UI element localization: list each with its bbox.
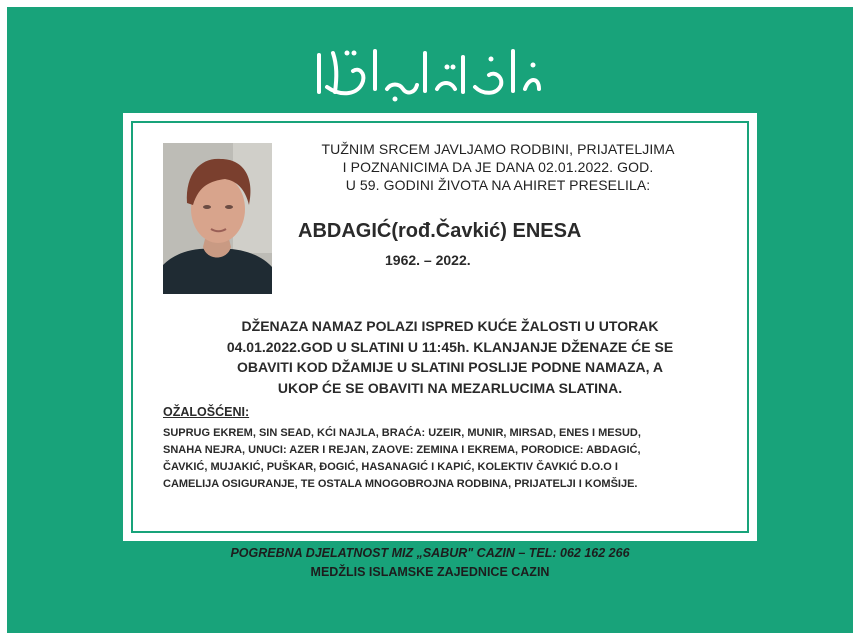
deceased-name: ABDAGIĆ(rođ.Čavkić) ENESA xyxy=(298,220,582,242)
funeral-details xyxy=(153,316,747,398)
mourners-line: SNAHA NEJRA, UNUCI: AZER I REJAN, ZAOVE: ZEMINA I EKREMA, PORODICE: ABDAGIĆ, xyxy=(163,444,641,456)
mourners-list xyxy=(163,425,753,493)
funeral-line: 04.01.2022.GOD U SLATINI U 11:45h. KLANJANJE DŽENAZE ĆE SE xyxy=(226,338,674,355)
obituary-frame xyxy=(123,113,757,541)
intro-line: TUŽNIM SRCEM JAVLJAMO RODBINI, PRIJATELJIMA xyxy=(321,141,675,157)
funeral-service-footer xyxy=(0,544,860,582)
mourners-line: SUPRUG EKREM, SIN SEAD, KĆI NAJLA, BRAĆA: UZEIR, MUNIR, MIRSAD, ENES I MESUD, xyxy=(163,427,641,439)
deceased-portrait xyxy=(163,143,272,294)
intro-line: U 59. GODINI ŽIVOTA NA AHIRET PRESELILA: xyxy=(345,177,651,193)
arabic-calligraphy-logo xyxy=(307,37,547,107)
islamic-community-name: MEDŽLIS ISLAMSKE ZAJEDNICE CAZIN xyxy=(310,565,550,579)
green-border xyxy=(131,121,749,533)
obituary-sheet xyxy=(7,7,853,633)
announcement-intro xyxy=(283,140,713,194)
intro-line: I POZNANICIMA DA JE DANA 02.01.2022. GOD. xyxy=(342,159,654,175)
mourners-line: CAMELIJA OSIGURANJE, TE OSTALA MNOGOBROJNA RODBINA, PRIJATELJI I KOMŠIJE. xyxy=(163,478,638,490)
funeral-line: DŽENAZA NAMAZ POLAZI ISPRED KUĆE ŽALOSTI U UTORAK xyxy=(241,318,659,334)
funeral-line: UKOP ĆE SE OBAVITI NA MEZARLUCIMA SLATINA. xyxy=(277,379,623,396)
life-years: 1962. – 2022. xyxy=(385,252,471,268)
mourners-line: ČAVKIĆ, MUJAKIĆ, PUŠKAR, ĐOGIĆ, HASANAGIĆ I KAPIĆ, KOLEKTIV ČAVKIĆ D.O.O I xyxy=(163,461,618,473)
funeral-line: OBAVITI KOD DŽAMIJE U SLATINI POSLIJE PODNE NAMAZA, A xyxy=(237,359,663,375)
funeral-service-contact: POGREBNA DJELATNOST MIZ „SABUR" CAZIN – TEL: 062 162 266 xyxy=(230,546,630,560)
mourners-heading: OŽALOŠĆENI: xyxy=(163,405,250,419)
